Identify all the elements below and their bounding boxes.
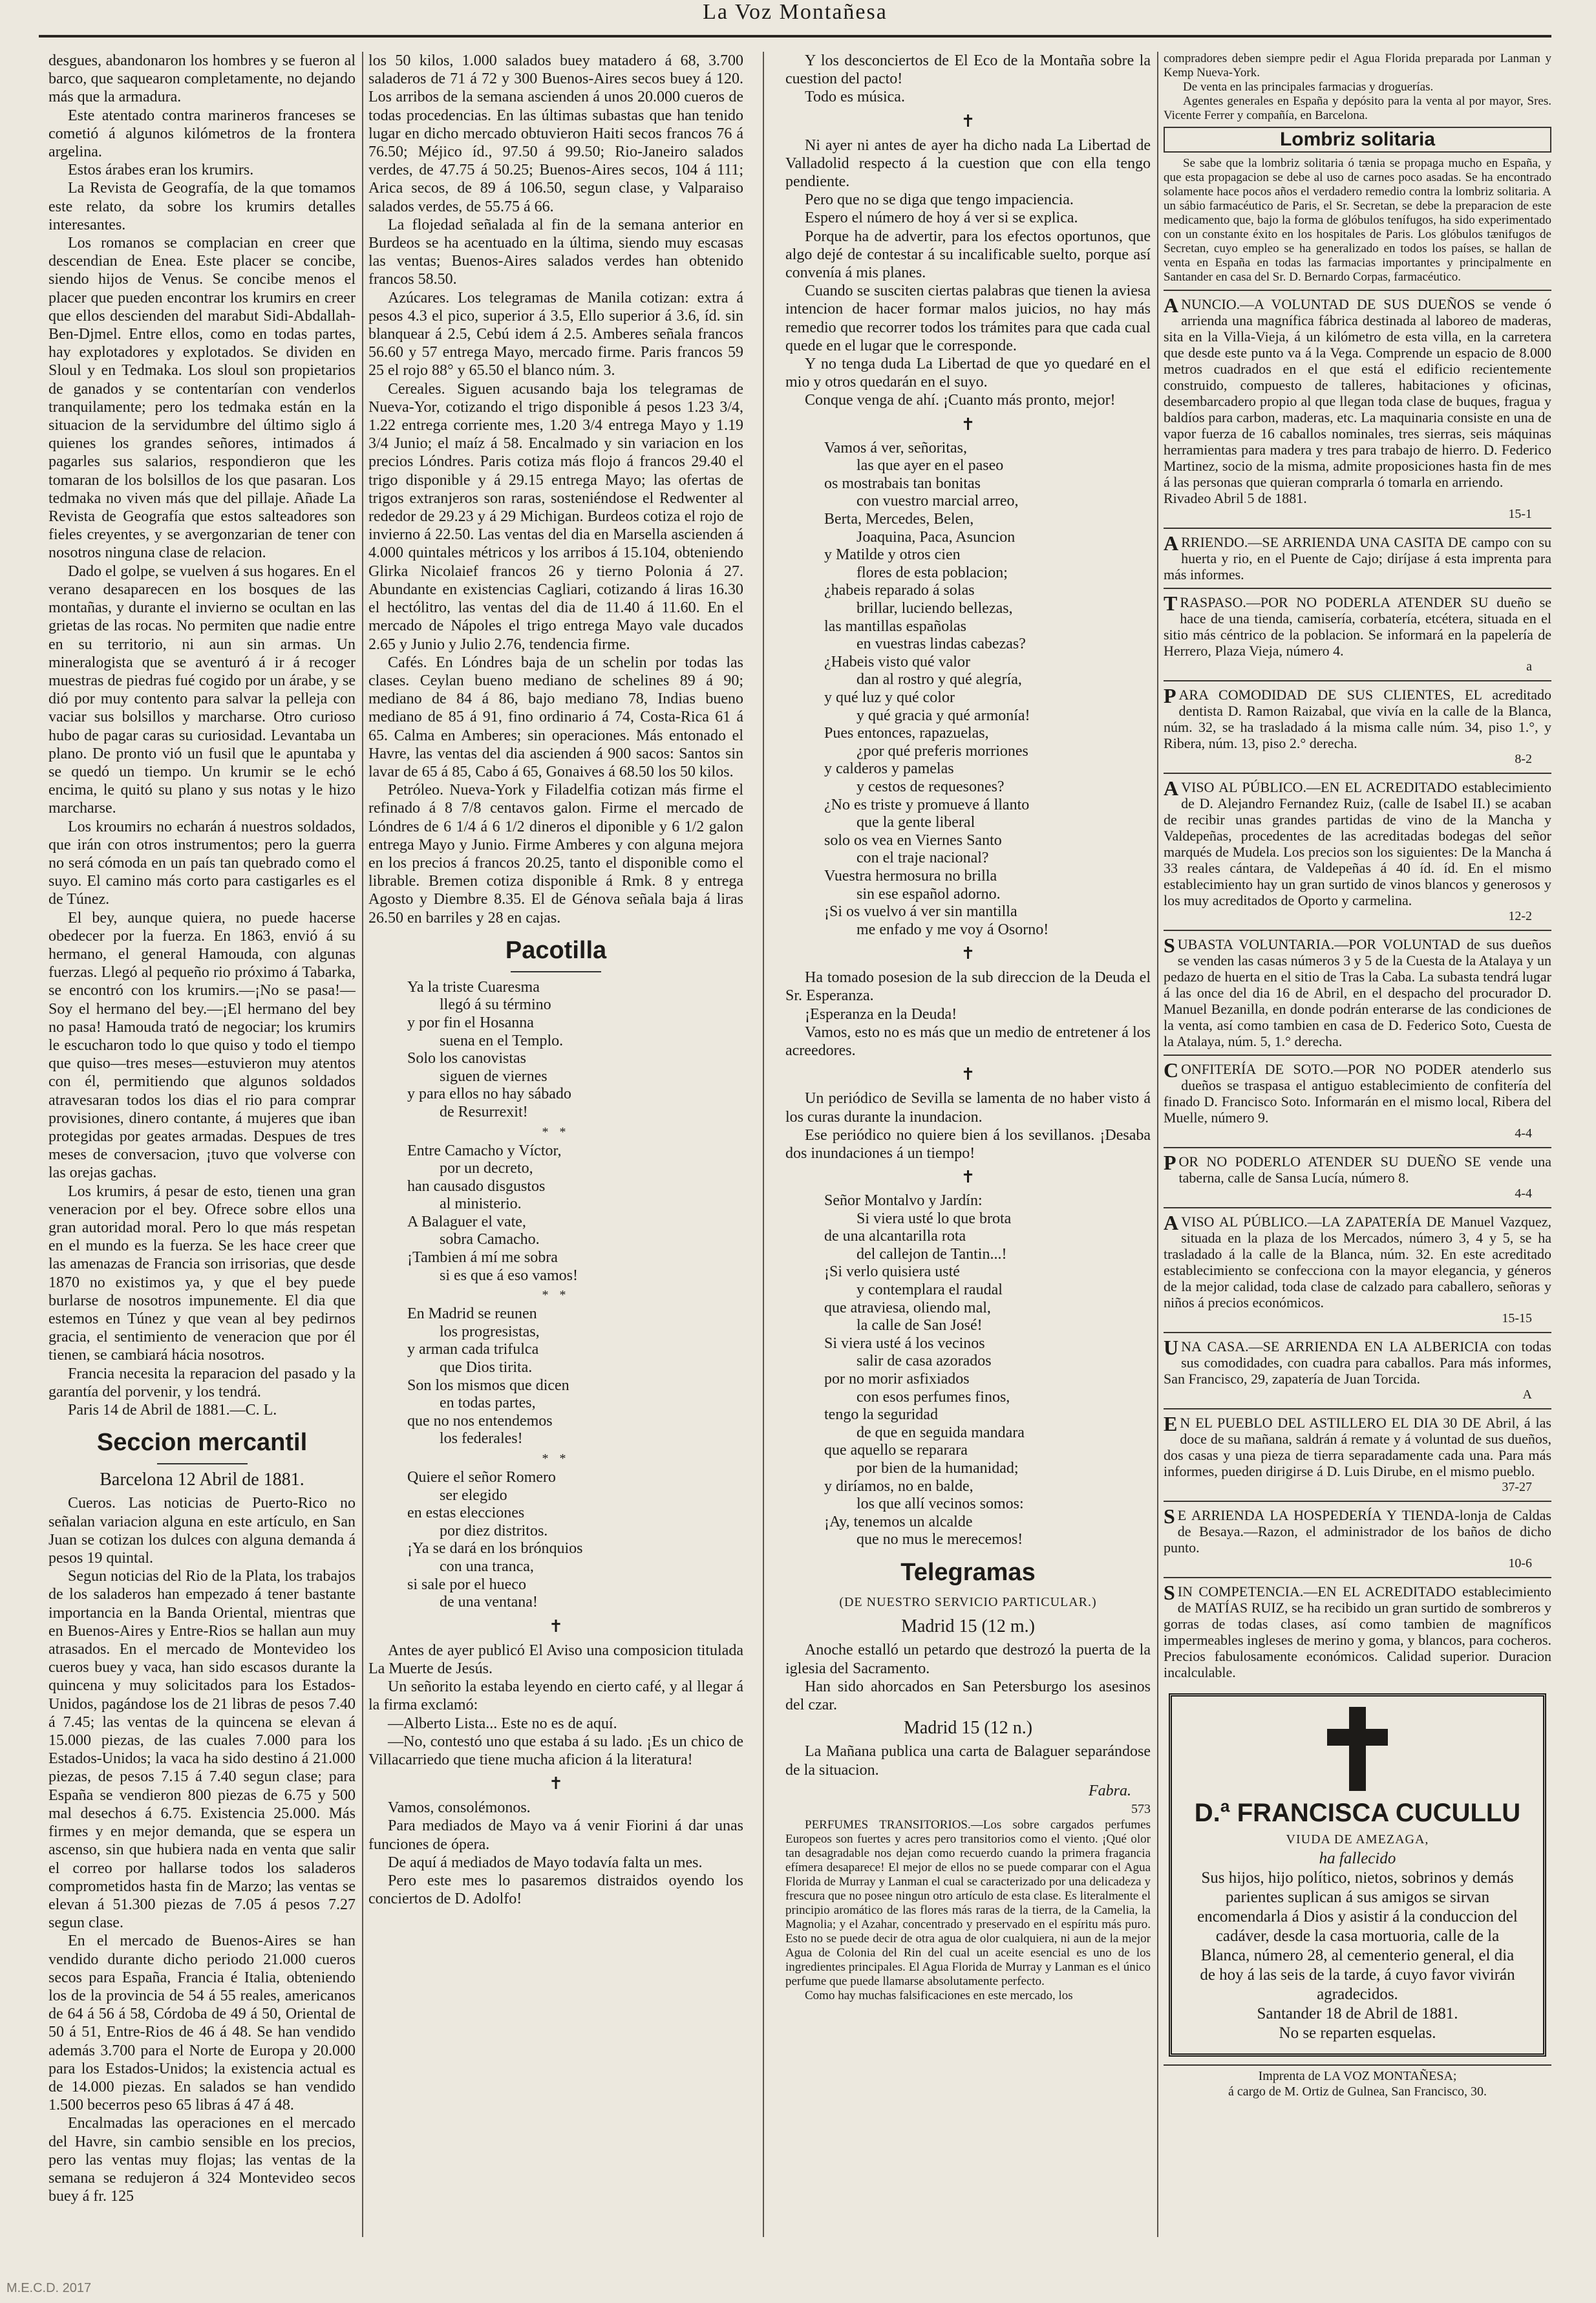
drop-initial: S xyxy=(1164,934,1175,958)
verse-line: sin ese español adorno. xyxy=(857,885,1001,903)
verse-line: y diríamos, no en balde, xyxy=(824,1477,974,1495)
article-paragraph: ¡Esperanza en la Deuda! xyxy=(805,1005,957,1023)
ad-body: VISO AL PÚBLICO.—EN EL ACREDITADO establecimiento de D. Alejandro Fernandez Ruiz, (calle de Isabel II.) se acaban de recibir unas grandes partidas de vino de la Mancha y Valdepeñas, procedentes de las acreditadas bodegas del señor marqués de Mudela. Los precios son los siguientes: De la Mancha á 33 reales cántara, de Valdepeñas á 40 íd. íd. En el mismo establecimiento hay un gran surtido de vinos blancos y generosos y los muy acreditados de Oporto y carmelina. xyxy=(1164,779,1551,909)
market-paragraph: los 50 kilos, 1.000 salados buey matadero á 68, 3.700 saladeros de 71 á 72 y 300 Buenos-Aires secos buey á 120. Los arribos de la semana ascienden á unos 20.000 cueros de todas procedencias. En las últimas subastas que han tenido lugar en dicho mercado obtuvieron Haiti secos francos 76 á 76.50; Méjico íd., 97.50 á 99.50; Rio-Janeiro salados verdes, de 47.75 á 50.25; Buenos-Aires secos, 104 á 111; Arica secos, de 89 á 106.50, segun clase, y Valparaiso salados verdes, de 55.75 á 66. xyxy=(368,52,743,215)
verse-line: ¿No es triste y promueve á llanto xyxy=(824,796,1030,813)
verse-line: los federales! xyxy=(440,1430,523,1448)
article-paragraph: Porque ha de advertir, para los efectos oportunos, que algo dejé de contestar á su incalificable suelto, porque así convenía á mis planes. xyxy=(785,228,1151,282)
telegram-paragraph: Anoche estalló un petardo que destrozó la puerta de la iglesia del Sacramento. xyxy=(785,1642,1151,1677)
verse-line: Pues entonces, rapazuelas, xyxy=(824,725,989,742)
verse-line: la calle de San José! xyxy=(857,1317,983,1334)
ad-code: 4-4 xyxy=(1515,1126,1532,1141)
article-paragraph: Los romanos se complacian en creer que descendian de Enea. Este placer se concibe, siendo hijos de Venus. Se concibe menos el placer que pueden encontrar los krumirs en creer que ellos descienden del marabut Sidi-Abdallah-Ben-Djmel. Entre ellos, como en todas partes, hay explotadores y explotados. Se dividen en Sloul y en Tedmaka. Los sloul son propietarios de ganados y se contentarían con venderlos tranquilamente; pero los tedmaka están en la situacion de la servidumbre del último siglo á quienes los grandes señores, intimados á pagarles sus salarios, respondieron que les tomaran de los bolsillos de los que pasaran. Los tedmaka no viven más que del pillaje. Añade La Revista de Geografía que estos salteadores son fieles creyentes, y se avergonzarian de tener con nosotros ninguna clase de relacion. xyxy=(48,235,356,562)
dateline: Barcelona 12 Abril de 1881. xyxy=(100,1470,304,1490)
ad-rule xyxy=(1164,1055,1551,1056)
verse-line: brillar, luciendo bellezas, xyxy=(857,600,1013,617)
telegram-paragraph: La Mañana publica una carta de Balaguer separándose de la situacion. xyxy=(785,1743,1151,1779)
article-paragraph: Ese periódico no quiere bien á los sevillanos. ¡Desaba dos inundaciones á un tiempo! xyxy=(785,1126,1151,1162)
ad-text: Agentes generales en España y depósito para la venta al por mayor, Sres. Vicente Ferrer y compañía, en Barcelona. xyxy=(1164,94,1551,122)
ad-code: A xyxy=(1522,1387,1532,1402)
article-paragraph: Pero este mes lo pasaremos distraidos oyendo los conciertos de D. Adolfo! xyxy=(368,1872,743,1908)
verse-line: y arman cada trifulca xyxy=(407,1341,539,1358)
ad-code: 12-2 xyxy=(1508,909,1532,924)
article-paragraph: Cuando se susciten ciertas palabras que tienen la aviesa intencion de hacer formar malos juicios, no hay más remedio que recorrer todos los trámites para que cada cual quede en el lugar que le corresponde. xyxy=(785,283,1151,354)
verse-line: me enfado y me voy á Osorno! xyxy=(857,921,1049,938)
drop-initial: A xyxy=(1164,531,1179,555)
drop-initial: A xyxy=(1164,1211,1179,1235)
verse-line: Vuestra hermosura no brilla xyxy=(824,867,997,884)
dagger-separator: ✝ xyxy=(961,414,975,434)
ad-rule xyxy=(1164,1501,1551,1502)
ad-rule xyxy=(1164,930,1551,931)
ad-rule xyxy=(1164,1408,1551,1409)
classified-ad xyxy=(1164,684,1551,767)
verse-line: que Dios tirita. xyxy=(440,1359,533,1376)
verse-line: con esos perfumes finos, xyxy=(857,1388,1010,1406)
verse-line: solo os vea en Viernes Santo xyxy=(824,831,1002,849)
ad-code: 8-2 xyxy=(1515,752,1532,767)
ad-body: IN COMPETENCIA.—EN EL ACREDITADO establecimiento de MATÍAS RUIZ, se ha recibido un gran surtido de sombreros y gorras de todas clases, así como tambien de magníficos impermeables ingleses de merino y goma, y blancos, para cocheros. Precios fabulosamente económicos. Calidad superior. Duracion incalculable. xyxy=(1164,1583,1551,1681)
verse-line: si es que á eso vamos! xyxy=(440,1267,578,1284)
verse-line: dan al rostro y qué alegría, xyxy=(857,671,1022,689)
market-paragraph: La flojedad señalada al fin de la semana anterior en Burdeos se ha acentuado en la última, siendo muy escasas las ventas; Buenos-Aires salados verdes han obtenido francos 58.50. xyxy=(368,216,743,288)
verse-line: Si viera usté á los vecinos xyxy=(824,1334,985,1352)
telegram-dateline: Madrid 15 (12 n.) xyxy=(903,1718,1033,1739)
verse-stanza xyxy=(407,1469,743,1612)
verse-line: que la gente liberal xyxy=(857,814,975,831)
ad-body: N EL PUEBLO DEL ASTILLERO EL DIA 30 DE Abril, á las doce de su mañana, saldrán á remate y á voluntad de sus dueños, dos casas y una pieza de tierra separadamente cada una. Para más informes, pueden dirigirse á D. Luis Dirube, en el mismo pueblo. xyxy=(1164,1415,1551,1480)
verse-line: por un decreto, xyxy=(440,1160,533,1177)
stars-separator: * * xyxy=(542,1124,570,1139)
market-paragraph: En el mercado de Buenos-Aires se han vendido durante dicho periodo 21.000 cueros secos para España, Francia é Italia, obteniendo los de la provincia de 54 á 55 reales, americanos de 64 á 56 á 58, Córdoba de 49 á 50, Oriental de 50 á 51, Entre-Rios de 46 á 48. Se han vendido además 3.700 para el Norte de Europa y 20.000 para los Estados-Unidos; la existencia actual es de 14.000 piezas. En salados se han vendido 1.500 becerros peso 65 libras á 47 á 48. xyxy=(48,1933,356,2114)
ad-body: NUNCIO.—A VOLUNTAD DE SUS DUEÑOS se vende ó arrienda una magnífica fábrica destinada al laboreo de maderas, sita en la Villa-Vieja, á un kilómetro de esta villa, en la carretera que desde este punto va á la Vega. Comprende un espacio de 8.000 metros cuadrados en el que está el edificio recientemente construido, compuesto de talleres, habitaciones y oficinas, desembarcadero propio al que llegan toda clase de buques, fragua y baldíos para carbon, maderas, etc. La maquinaria consiste en una de vapor fuerza de 16 caballos nominales, tres sierras, seis máquinas herramientas para madera y tres para trabajo de hierro. D. Federico Martinez, socio de la misma, admite proposiciones hasta fin de mes á las personas que quieran comprarla ó tomarla en arriendo. xyxy=(1164,296,1551,491)
verse-poem xyxy=(824,1192,1151,1549)
telegram-paragraph: Han sido ahorcados en San Petersburgo los asesinos del czar. xyxy=(785,1678,1151,1713)
section-subtitle: (DE NUESTRO SERVICIO PARTICULAR.) xyxy=(839,1594,1097,1609)
dagger-separator: ✝ xyxy=(961,111,975,131)
verse-line: han causado disgustos xyxy=(407,1177,546,1195)
footer-line: á cargo de M. Ortiz de Gulnea, San Francisco, 30. xyxy=(1228,2084,1487,2099)
verse-line: ¡Si verlo quisiera usté xyxy=(824,1263,960,1281)
column-3 xyxy=(785,52,1151,2237)
verse-line: y qué gracia y qué armonía! xyxy=(857,707,1030,724)
classified-ad xyxy=(1164,1583,1551,1680)
ad-code: 10-6 xyxy=(1508,1556,1532,1571)
verse-line: y contemplara el raudal xyxy=(857,1281,1003,1299)
classified-ad xyxy=(1164,296,1551,522)
verse-line: de una alcantarilla rota xyxy=(824,1228,966,1245)
ad-code: a xyxy=(1526,659,1532,674)
verse-line: de una ventana! xyxy=(440,1594,538,1611)
ad-sign: Rivadeo Abril 5 de 1881. xyxy=(1164,490,1307,507)
classified-ad xyxy=(1164,1412,1551,1495)
verse-line: ¿Habeis visto qué valor xyxy=(824,653,970,670)
article-paragraph: Dado el golpe, se vuelven á sus hogares. En el verano desaparecen en los bosques de las montañas, y durante el invierno se ocultan en las grietas de las rocas. No permiten que nadie entre en su territorio, ni aun sin armas. Un mineralogista que se aventuró á ir á recoger muestras de piedras fué cogido por un árabe, y se dió por muy contento para salvar la pelleja con vaciar sus bolsillos y marcharse. Otro curioso hubo de pagar caras su curiosidad. Levantaba un plano. De pronto vió un fusil que le apuntaba y se quedó un tiempo. Un krumir se le echó encima, le quitó su plano y sus notas y le hizo marcharse. xyxy=(48,562,356,817)
verse-line: Son los mismos que dicen xyxy=(407,1376,569,1394)
verse-line: por no morir asfixiados xyxy=(824,1371,970,1388)
classified-ad xyxy=(1164,1338,1551,1403)
classified-ad xyxy=(1164,1153,1551,1202)
drop-initial: P xyxy=(1164,684,1176,708)
dagger-separator: ✝ xyxy=(961,1168,975,1187)
verse-line: en todas partes, xyxy=(440,1395,536,1412)
obituary-body: Sus hijos, hijo político, nietos, sobrinos y demás parientes suplican á sus amigos se sirvan encomendarla á Dios y asistir á la conduccion del cadáver, desde la casa mortuoria, calle de la Blanca, número 28, al cementerio general, el dia de hoy á las seis de la tarde, á cuyo favor vivirán agradecidos. xyxy=(1197,1869,1518,2004)
verse-line: con una tranca, xyxy=(440,1558,534,1575)
obituary-subtitle: VIUDA DE AMEZAGA, xyxy=(1286,1832,1429,1847)
verse-line: y Matilde y otros cien xyxy=(824,546,961,564)
ad-code: 4-4 xyxy=(1515,1186,1532,1201)
verse-line: con el traje nacional? xyxy=(857,850,989,867)
drop-initial: A xyxy=(1164,294,1179,317)
verse-line: Ya la triste Cuaresma xyxy=(407,978,540,996)
article-paragraph: Y no tenga duda La Libertad de que yo quedaré en el mio y otros quedarán en el suyo. xyxy=(785,356,1151,391)
verse-line: que no nos entendemos xyxy=(407,1412,553,1430)
verse-line: A Balaguer el vate, xyxy=(407,1213,526,1230)
ad-rule xyxy=(1164,680,1551,681)
classified-ad xyxy=(1164,1211,1551,1327)
verse-line: Señor Montalvo y Jardín: xyxy=(824,1192,983,1210)
ad-body: ARA COMODIDAD DE SUS CLIENTES, EL acreditado dentista D. Ramon Raizabal, que vivía en la calle de la Blanca, núm. 32, se ha trasladado á la misma calle núm. 34, piso 1.°, y Ribera, núm. 13, piso 2.° derecha. xyxy=(1164,687,1551,752)
drop-initial: U xyxy=(1164,1336,1179,1360)
article-paragraph: Francia necesita la reparacion del pasado y la garantía del porvenir, y los tendrá. xyxy=(48,1365,356,1400)
verse-line: y calderos y pamelas xyxy=(824,760,954,778)
column-rule xyxy=(763,52,764,2237)
article-paragraph: Espero el número de hoy á ver si se explica. xyxy=(805,209,1078,227)
column-4 xyxy=(1164,52,1551,2237)
verse-line: ¡Tambien á mí me sobra xyxy=(407,1249,558,1267)
verse-line: y cestos de requesones? xyxy=(857,778,1005,795)
lombriz-ad-box xyxy=(1164,127,1551,153)
article-paragraph: —Alberto Lista... Este no es de aquí. xyxy=(388,1715,617,1732)
article-paragraph: Un señorito la estaba leyendo en cierto café, y al llegar á la firma exclamó: xyxy=(368,1678,743,1714)
section-title-mercantil: Seccion mercantil xyxy=(96,1429,308,1457)
classified-ad xyxy=(1164,1507,1551,1572)
ad-body: OR NO PODERLO ATENDER SU DUEÑO SE vende una taberna, calle de Sansa Lucía, número 8. xyxy=(1178,1153,1551,1186)
verse-line: ¿habeis reparado á solas xyxy=(824,582,975,599)
verse-line: los progresistas, xyxy=(440,1323,540,1340)
drop-initial: S xyxy=(1164,1505,1175,1528)
ad-body: NA CASA.—SE ARRIENDA EN LA ALBERICIA con todas sus comodidades, con cuadra para caballos. Para más informes, San Francisco, 29, zapatería de Juan Torcida. xyxy=(1164,1338,1551,1387)
dagger-separator: ✝ xyxy=(961,944,975,963)
ad-text: De venta en las principales farmacias y droguerías. xyxy=(1183,80,1434,94)
classified-ad xyxy=(1164,779,1551,925)
verse-line: llegó á su término xyxy=(440,996,551,1014)
ad-text: Se sabe que la lombriz solitaria ó tænia se propaga mucho en España, y que esta propagacion se debe al uso de carnes poco asadas. Se ha encontrado solamente hace pocos años el verdadero remedio contra la lombriz solitaria. A un sábio farmacéutico de Paris, el Sr. Secretan, se debe la preparacion de este medicamento que, bajo la forma de glóbulos tenífugos, ha sido experimentado con un constante éxito en los hospitales de Paris. Los glóbulos tænifugos de Secretan, cuyo empleo se ha generalizado en todos los países, se hallan de venta en España en todas las farmacias importantes y principalmente en Santander en casa del Sr. D. Bernardo Corpas, farmacéutico. xyxy=(1164,156,1551,284)
masthead-rule xyxy=(39,35,1551,37)
article-paragraph: Vamos, esto no es más que un medio de entretener á los acreedores. xyxy=(785,1023,1151,1060)
article-paragraph: Todo es música. xyxy=(805,89,905,106)
verse-line: ¡Si os vuelvo á ver sin mantilla xyxy=(824,903,1017,921)
obituary-name: D.ª FRANCISCA CUCULLU xyxy=(1194,1799,1521,1828)
market-paragraph: Segun noticias del Rio de la Plata, los trabajos de los saladeros han empezado á tener bastante importancia en la Banda Oriental, mientras que en Buenos-Aires y Entre-Rios se hallan aun muy atrasados. En el mercado de Montevideo los cueros buey y vaca, han sido escasos durante la quincena y muy solicitados para los Estados-Unidos, pagándose los de 21 libras de pesos 7.40 á 7.45; las ventas de la quincena se elevan á 15.000 piezas, de las cuales 7.000 para los Estados-Unidos; la vaca ha sido destino á 21.000 piezas, de pesos 7.15 á 7.40 segun clase; para España se vendieron 800 piezas de 6.75 y 500 mal desechos á 6.75. Existencia 25.000. Más firmes y en mejor demanda, que se espera un ascenso, sin que hubiera nada en venta que salir el correo por hallarse todos los saladeros comprometidos hasta fin de Marzo; las ventas se elevan á 51.300 piezas de 7.05 á pesos 7.27 segun clase. xyxy=(48,1568,356,1932)
verse-line: los que allí vecinos somos: xyxy=(857,1495,1024,1513)
verse-line: suena en el Templo. xyxy=(440,1032,564,1049)
drop-initial: C xyxy=(1164,1058,1179,1082)
verse-line: por diez distritos. xyxy=(440,1522,548,1539)
verse-line: En Madrid se reunen xyxy=(407,1305,537,1323)
article-paragraph: —No, contestó uno que estaba á su lado. ¡Es un chico de Villacarriedo que tiene mucha aficion á la literatura! xyxy=(368,1733,743,1768)
verse-line: de que en seguida mandara xyxy=(857,1424,1025,1441)
verse-line: ¿por qué preferis morriones xyxy=(857,742,1028,760)
ad-rule xyxy=(1164,528,1551,529)
verse-line: las mantillas españolas xyxy=(824,617,966,635)
ad-rule xyxy=(1164,1332,1551,1333)
masthead: La Voz Montañesa xyxy=(703,0,888,24)
ad-rule xyxy=(1164,588,1551,589)
obituary-notice xyxy=(1169,1693,1546,2057)
telegram-dateline: Madrid 15 (12 m.) xyxy=(901,1616,1035,1637)
verse-line: Vamos á ver, señoritas, xyxy=(824,439,967,456)
verse-line: Solo los canovistas xyxy=(407,1050,526,1067)
article-paragraph: Para mediados de Mayo va á venir Fiorini á dar unas funciones de ópera. xyxy=(368,1817,743,1853)
verse-line: en vuestras lindas cabezas? xyxy=(857,636,1026,653)
verse-line: al ministerio. xyxy=(440,1195,522,1213)
article-signature: Paris 14 de Abril de 1881.—C. L. xyxy=(68,1402,277,1419)
drop-initial: P xyxy=(1164,1151,1176,1175)
verse-line: que no mus le merecemos! xyxy=(857,1531,1023,1548)
verse-line: si sale por el hueco xyxy=(407,1576,526,1593)
cross-icon xyxy=(1322,1707,1393,1791)
article-paragraph: La Revista de Geografía, de la que tomamos este relato, da sobre los krumirs detalles interesantes. xyxy=(48,180,356,233)
article-paragraph: El bey, aunque quiera, no puede hacerse obedecer por la fuerza. En 1863, envió á su hermano, el general Hamouda, con algunas fuerzas. Llegó al pequeño rio próximo á Tabarka, se encontró con los krumirs.—¡No se pasa!—Soy el hermano del bey.—¡El hermano del bey no pasa! Hamouda trató de negociar; los krumirs le escucharon todo lo que quiso y todo el tiempo que quiso—tres meses—estuvieron muy atentos con él, permitiendo que algunos soldados atravesaran todos los dias el rio para comprar provisiones, dinero contante, á mujeres que iban protegidas por geates armadas. Despues de tres meses de conversacion, ¡tuvo que volverse con las orejas gachas. xyxy=(48,909,356,1182)
classified-ad xyxy=(1164,1058,1551,1142)
verse-line: tengo la seguridad xyxy=(824,1406,938,1424)
column-2 xyxy=(368,52,743,2237)
dagger-separator: ✝ xyxy=(961,1065,975,1084)
perfume-ad-continued: Como hay muchas falsificaciones en este mercado, los xyxy=(805,1989,1073,2003)
section-title-telegramas: Telegramas xyxy=(900,1558,1036,1586)
dagger-separator: ✝ xyxy=(549,1774,563,1794)
stars-separator: * * xyxy=(542,1451,570,1466)
verse-line: ¡Ya se dará en los brónquios xyxy=(407,1540,583,1558)
ad-body: VISO AL PÚBLICO.—LA ZAPATERÍA DE Manuel Vazquez, situada en la plaza de los Mercados, número 3, 4 y 5, se ha trasladado á la calle de la Blanca, núm. 32. En este acreditado establecimiento se confecciona con la mayor elegancia, y géneros de la mejor calidad, toda clase de calzado para caballero, señoras y niños á precios económicos. xyxy=(1164,1214,1551,1311)
verse-stanza xyxy=(407,1142,743,1285)
verse-line: y por fin el Hosanna xyxy=(407,1014,534,1031)
column-rule xyxy=(1157,52,1158,2237)
market-paragraph: Cafés. En Lóndres baja de un schelin por todas las clases. Ceylan bueno mediano de schelines 89 á 90; mediano de 84 á 86, bajo mediano 78, Indias bueno mediano de 85 á 91, fino ordinario á 74, Costa-Rica 61 á 65. Calma en Amberes; sin operaciones. Más entonado el Havre, las ventas del dia ascienden á 900 sacos: Santos sin lavar de 65 á 85, Cabo á 65, Gonaives á 68.50 los 50 kilos. xyxy=(368,654,743,780)
ad-rule xyxy=(1164,1577,1551,1578)
ad-body: RASPASO.—POR NO PODERLA ATENDER SU dueño se hace de una tienda, camisería, corbatería, etcétera, situada en el sitio más céntrico de la poblacion. Se informará en la papelería de Herrero, Plaza Vieja, número 4. xyxy=(1164,594,1551,659)
market-paragraph: Cueros. Las noticias de Puerto-Rico no señalan variacion alguna en este artículo, en San Juan se cotizan los dulces con alguna demanda á pesos 19 quintal. xyxy=(48,1495,356,1567)
ad-rule xyxy=(1164,1147,1551,1148)
article-paragraph: Los kroumirs no echarán á nuestros soldados, que irán con otros instrumentos; pero la guerra no será cómoda en un país tan quebrado como el suyo. El camino más corto para castigarles es el de Túnez. xyxy=(48,818,356,908)
ad-code: 15-15 xyxy=(1502,1311,1532,1326)
obituary-fallecido: ha fallecido xyxy=(1319,1850,1396,1868)
section-rule xyxy=(511,971,601,972)
ad-body: E ARRIENDA LA HOSPEDERÍA Y TIENDA-lonja de Caldas de Besaya.—Razon, el administrador de los baños de dicho punto. xyxy=(1164,1507,1551,1556)
article-paragraph: Este atentado contra marineros franceses se cometió á algunos kilómetros de la frontera argelina. xyxy=(48,107,356,161)
ad-title: Lombriz solitaria xyxy=(1279,129,1436,150)
verse-line: Quiere el señor Romero xyxy=(407,1469,556,1486)
drop-initial: E xyxy=(1164,1412,1178,1436)
obituary-note: No se reparten esquelas. xyxy=(1279,2024,1436,2042)
footer-line: Imprenta de LA VOZ MONTAÑESA; xyxy=(1258,2069,1457,2084)
verse-line: flores de esta poblacion; xyxy=(857,564,1008,581)
article-paragraph: Los krumirs, á pesar de esto, tienen una gran veneracion por el bey. Ofrece sobre ellos una gran autoridad moral. Pero lo que más respetan en el mundo es la fuerza. Se les hace creer que las amenazas de Francia son irrisorias, que desde 1870 no existimos ya, y que el bey puede burlarse de nosotros impunemente. El dia que estemos en Túnez y que vean al bey pedirnos gracia, el sentimiento de veneracion que por él tienen, se cambiará hácia nosotros. xyxy=(48,1183,356,1364)
article-paragraph: Un periódico de Sevilla se lamenta de no haber visto á los curas durante la inundacion. xyxy=(785,1090,1151,1126)
article-paragraph: Antes de ayer publicó El Aviso una composicion titulada La Muerte de Jesús. xyxy=(368,1642,743,1677)
article-paragraph: desgues, abandonaron los hombres y se fueron al barco, que saquearon completamente, no dejando más que la armadura. xyxy=(48,52,356,106)
verse-line: Joaquina, Paca, Asuncion xyxy=(857,528,1016,546)
printer-footer xyxy=(1164,2064,1551,2099)
article-paragraph: Ni ayer ni antes de ayer ha dicho nada La Libertad de Valladolid respecto á la cuestion que con ella tengo pendiente. xyxy=(785,136,1151,191)
stars-separator: * * xyxy=(542,1288,570,1303)
verse-line: Si viera usté lo que brota xyxy=(857,1210,1012,1227)
article-paragraph: Conque venga de ahí. ¡Cuanto más pronto, mejor! xyxy=(805,392,1116,409)
verse-line: Entre Camacho y Víctor, xyxy=(407,1142,562,1159)
drop-initial: A xyxy=(1164,777,1179,800)
telegram-signature: Fabra. xyxy=(1089,1782,1131,1799)
verse-line: salir de casa azorados xyxy=(857,1353,992,1370)
verse-line: ¡Ay, tenemos un alcalde xyxy=(824,1513,973,1530)
verse-line: que aquello se reparara xyxy=(824,1442,968,1459)
article-paragraph: Y los desconciertos de El Eco de la Montaña sobre la cuestion del pacto! xyxy=(785,52,1151,88)
copyright-mark: M.E.C.D. 2017 xyxy=(6,2281,92,2295)
article-paragraph: De aquí á mediados de Mayo todavía falta un mes. xyxy=(388,1854,703,1871)
classified-ad xyxy=(1164,594,1551,675)
verse-line: siguen de viernes xyxy=(440,1067,548,1085)
drop-initial: S xyxy=(1164,1581,1175,1605)
ad-body: UBASTA VOLUNTARIA.—POR VOLUNTAD de sus dueños se venden las casas números 3 y 5 de la Cuesta de la Atalaya y un pedazo de huerta en el sitio de Tras la Caba. La subasta tendrá lugar á las once del dia 16 de Abril, en el despacho del procurador D. Manuel Bezanilla, en donde podrán enterarse de las condiciones de la venta, así como tambien en casa de D. Federico Soto, Cuesta de la Atalaya, núm. 5, 1.° derecha. xyxy=(1164,936,1551,1050)
verse-line: de Resurrexit! xyxy=(440,1103,528,1120)
ad-rule xyxy=(1164,1207,1551,1208)
classified-ad xyxy=(1164,936,1551,1049)
market-paragraph: Encalmadas las operaciones en el mercado del Havre, sin cambio sensible en los precios, pero las ventas muy flojas; las ventas de la semana se redujeron á 324 Montevideo secos buey á fr. 125 xyxy=(48,2115,356,2205)
verse-line: y para ellos no hay sábado xyxy=(407,1086,571,1103)
section-title-pacotilla: Pacotilla xyxy=(505,936,607,964)
column-1 xyxy=(48,52,356,2237)
verse-line: os mostrabais tan bonitas xyxy=(824,475,981,492)
classified-ad xyxy=(1164,531,1551,583)
ad-number: 573 xyxy=(1131,1802,1151,1817)
ad-body: ONFITERÍA DE SOTO.—POR NO PODER atenderlo sus dueños se traspasa el antiguo establecimiento de confitería del finado D. Francisco Soto. Informarán en el mismo local, Ribera del Muelle, número 9. xyxy=(1164,1061,1551,1126)
article-paragraph: Ha tomado posesion de la sub direccion de la Deuda el Sr. Esperanza. xyxy=(785,969,1151,1005)
article-paragraph: Pero que no se diga que tengo impaciencia. xyxy=(805,191,1074,209)
drop-initial: T xyxy=(1164,592,1178,616)
verse-line: y qué luz y qué color xyxy=(824,689,955,706)
ad-code: 15-1 xyxy=(1508,507,1532,522)
verse-line: que atraviesa, oliendo mal, xyxy=(824,1299,991,1316)
section-rule xyxy=(157,1463,248,1464)
ad-rule xyxy=(1164,773,1551,774)
verse-line: las que ayer en el paseo xyxy=(857,457,1004,475)
dagger-separator: ✝ xyxy=(549,1616,563,1636)
ad-rule xyxy=(1164,290,1551,291)
verse-line: en estas elecciones xyxy=(407,1505,525,1522)
ad-code: 37-27 xyxy=(1502,1480,1532,1495)
perfume-ad: PERFUMES TRANSITORIOS.—Los sobre cargados perfumes Europeos son fuertes y acres pero transitorios como el viento. ¡Qué olor tan desagradable nos dejan como recuerdo cuando la primera fragancia efímera desaparece! El mejor de ellos no se puede comparar con el Agua Florida de Murray y Lanman el cual se caracterizado por una delicadeza y frescura que no posee ningun otro artículo de esta clase. Es literalmente el principio aromático de las flores más raras de la tierra, de la Camelia, la Magnolia; y el Azahar, concentrado y preservado en el espíritu más puro. Esto no se puede decir de otra agua de olor cualquiera, ni aun de la mejor Agua de Colonia del Rin del cual un aceite esencial es uno de los ingredientes principales. El Agua Florida de Murray y Lanman es el único perfume que puede llamarse absolutamente perfecto. xyxy=(785,1818,1151,1989)
article-paragraph: Vamos, consolémonos. xyxy=(388,1799,531,1817)
verse-stanza xyxy=(407,979,743,1122)
market-paragraph: Azúcares. Los telegramas de Manila cotizan: extra á pesos 4.3 el pico, superior á 3.5, Ello superior á 3.6, íd. sin blanquear á 2.5, Cebú idem á 2.5. Amberes señala francos 56.60 y 57 entrega Mayo, mercado firme. Paris francos 59 25 el rojo 88° y 65.50 el blanco núm. 3. xyxy=(368,289,743,380)
verse-line: sobra Camacho. xyxy=(440,1231,540,1248)
verse-poem xyxy=(824,440,1151,939)
obituary-date: Santander 18 de Abril de 1881. xyxy=(1257,2005,1458,2023)
verse-line: del callejon de Tantin...! xyxy=(857,1245,1007,1263)
column-rule xyxy=(362,52,363,2237)
ad-text: compradores deben siempre pedir el Agua Florida preparada por Lanman y Kemp Nueva-York. xyxy=(1164,52,1551,80)
ad-body: RRIENDO.—SE ARRIENDA UNA CASITA DE campo con su huerta y rio, en el Puente de Cajo; diríjase á esta imprenta para más informes. xyxy=(1164,534,1551,583)
verse-line: Berta, Mercedes, Belen, xyxy=(824,511,974,528)
article-paragraph: Estos árabes eran los krumirs. xyxy=(68,162,254,179)
market-paragraph: Petróleo. Nueva-York y Filadelfia cotizan más firme el refinado á 8 7/8 centavos galon. Firme el mercado de Lóndres de 6 1/4 á 6 1/2 dineros el diponible y 6 1/2 galon entrega Mayo y Junio. Firme Amberes y con alguna mejora en los precios á francos 20.25, tanto el disponible como el librable. Bremen cotiza disponible á Rmk. 8 y entrega Agosto y Diembre 8.35. El de Génova señala baja á liras 26.50 en barriles y 28 en cajas. xyxy=(368,782,743,927)
market-paragraph: Cereales. Siguen acusando baja los telegramas de Nueva-Yor, cotizando el trigo disponible á pesos 1.23 3/4, 1.22 entrega corriente mes, 1.20 3/4 entrega Mayo y 1.19 3/4 Junio; el maíz á 58. Encalmado y sin variacion en los precios Lóndres. Paris cotiza más flojo á francos 29.40 el trigo disponible y á 29.15 entrega Mayo; las ofertas de trigos extranjeros son raras, sosteniéndose el Redwenter al rededor de 29.23 y á 29 Michigan. Burdeos cotiza el rojo de invierno á 22.50. Las ventas del dia en Marsella ascienden á 4.000 quintales métricos y los arribos á 15.104, obteniendo Glirka Nicolaief francos 26 y tierno Polonia á 27. Abundante en existencias Cagliari, cotizando á liras 16.30 el hectólitro, las ventas del dia de 11.40 á 11.60. En el mercado de Nápoles el trigo entrega Mayo vale ducados 2.65 y Junio y Julio 2.76, tendencia firme. xyxy=(368,380,743,653)
verse-line: ser elegido xyxy=(440,1486,507,1504)
verse-line: por bien de la humanidad; xyxy=(857,1460,1019,1477)
verse-stanza xyxy=(407,1305,743,1448)
verse-line: con vuestro marcial arreo, xyxy=(857,493,1019,510)
